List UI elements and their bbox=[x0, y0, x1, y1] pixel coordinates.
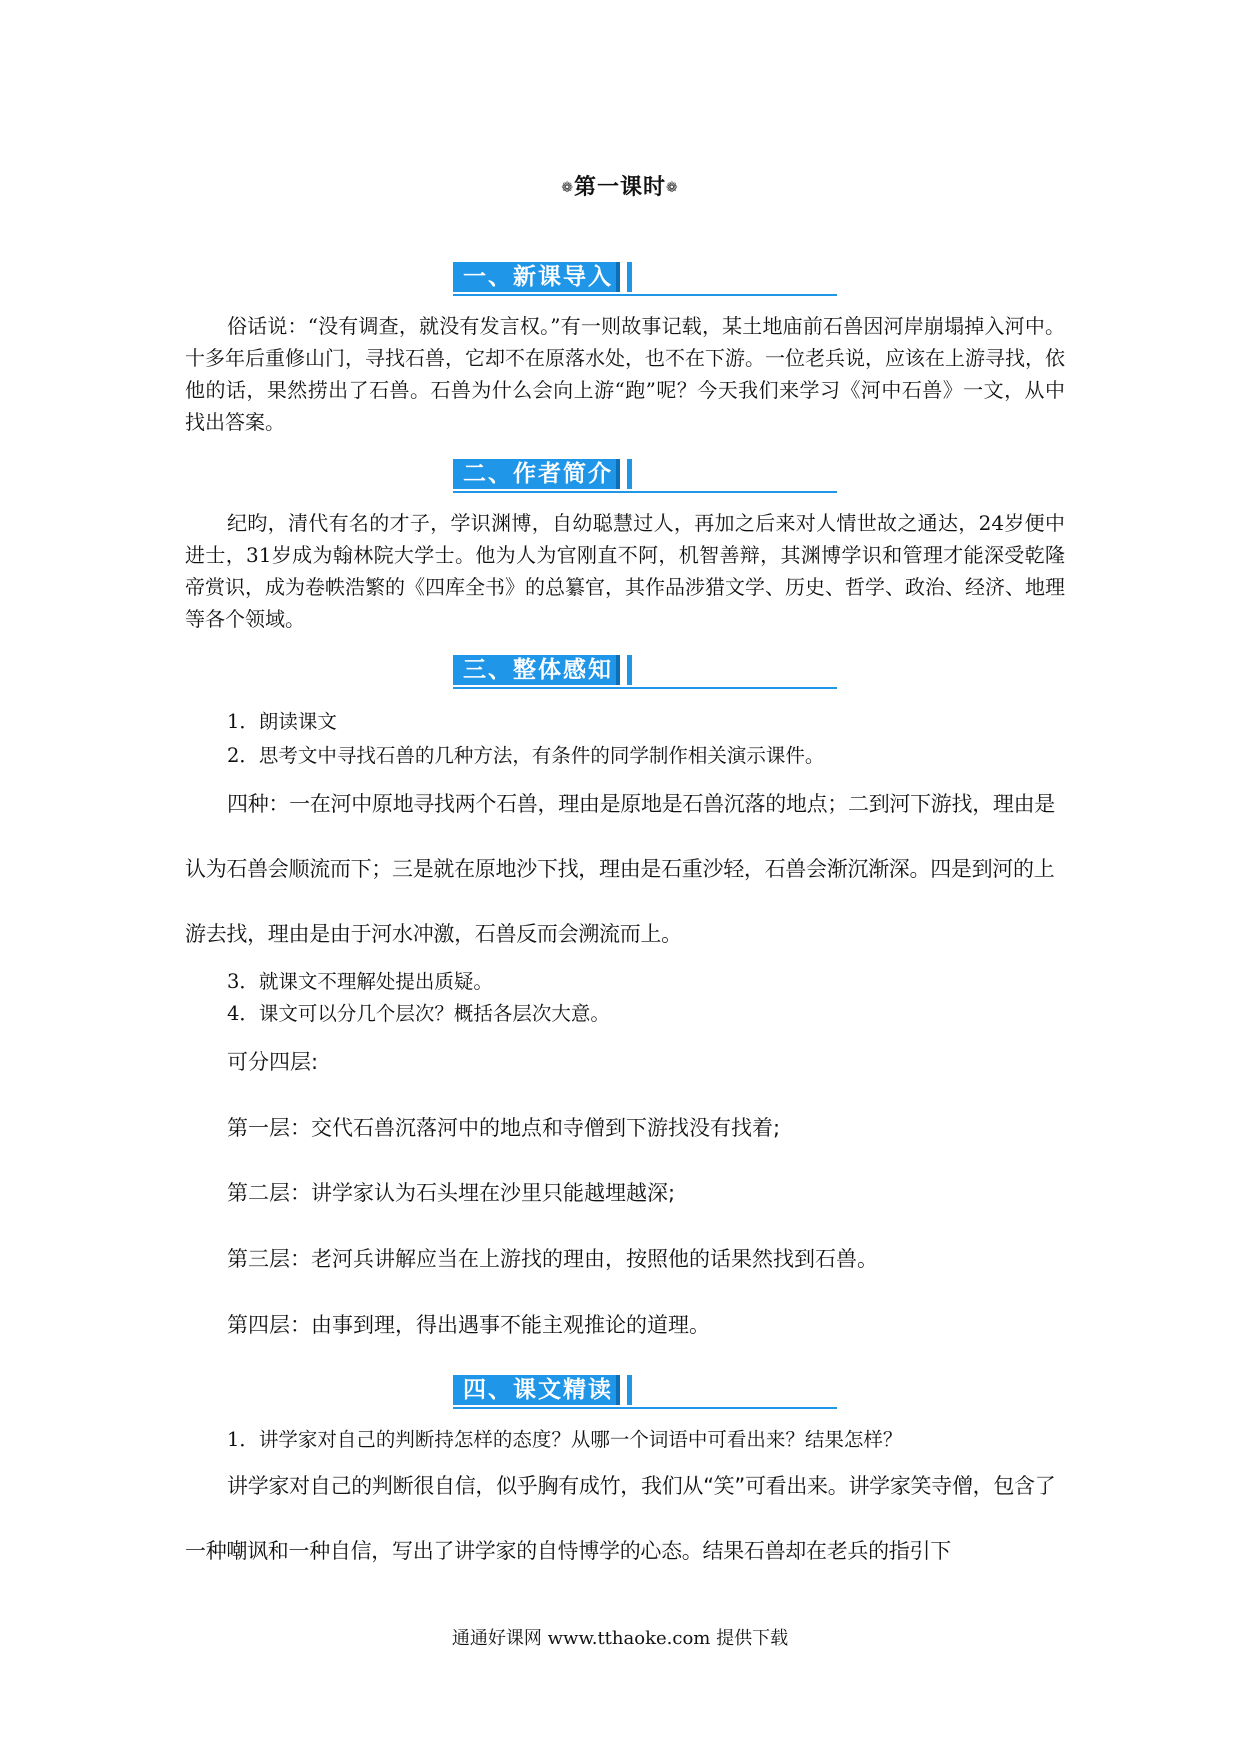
ornament-right-icon: ❁ bbox=[666, 180, 679, 196]
author-paragraph: 纪昀，清代有名的才子，学识渊博，自幼聪慧过人，再加之后来对人情世故之通达，24岁便中进士，31岁成为翰林院大学士。他为人为官刚直不阿，机智善辩，其渊博学识和管理才能深受乾隆帝赏识，成为卷帙浩繁的《四库全书》的总纂官，其作品涉猎文学、历史、哲学、政治、经济、地理等各个领域。 bbox=[185, 511, 1065, 631]
lesson-title: ❁第一课时❁ bbox=[561, 175, 679, 200]
answer-paragraph: 讲学家对自己的判断很自信，似乎胸有成竹，我们从“笑”可看出来。讲学家笑寺僧，包含了一种嘲讽和一种自信，写出了讲学家的自恃博学的心态。结果石兽却在老兵的指引下 bbox=[185, 1474, 1056, 1563]
section-heading-3 bbox=[453, 655, 837, 689]
section-heading-2 bbox=[453, 459, 837, 493]
layer-item: 第三层：老河兵讲解应当在上游找的理由，按照他的话果然找到石兽。 bbox=[227, 1247, 878, 1271]
section-heading-label: 二、作者简介 bbox=[453, 459, 620, 489]
intro-paragraph: 俗话说：“没有调查，就没有发言权。”有一则故事记载，某土地庙前石兽因河岸崩塌掉入河中。十多年后重修山门，寻找石兽，它却不在原落水处，也不在下游。一位老兵说，应该在上游寻找，依他的话，果然捞出了石兽。石兽为什么会向上游“跑”呢？今天我们来学习《河中石兽》一文，从中找出答案。 bbox=[185, 314, 1065, 434]
ornament-left-icon: ❁ bbox=[561, 180, 574, 196]
section-heading-label: 一、新课导入 bbox=[453, 262, 620, 292]
section-heading-label: 三、整体感知 bbox=[453, 655, 620, 685]
footer-credit: 通通好课网 www.tthaoke.com 提供下载 bbox=[451, 1628, 789, 1649]
layer-item: 第一层：交代石兽沉落河中的地点和寺僧到下游找没有找着; bbox=[227, 1116, 781, 1140]
section-heading-4 bbox=[453, 1375, 837, 1409]
list-item: 1．朗读课文 bbox=[227, 710, 337, 733]
list-item: 2．思考文中寻找石兽的几种方法，有条件的同学制作相关演示课件。 bbox=[227, 744, 825, 767]
list-item: 3．就课文不理解处提出质疑。 bbox=[227, 970, 493, 993]
list-item: 4．课文可以分几个层次？概括各层次大意。 bbox=[227, 1002, 610, 1025]
section-heading-1 bbox=[453, 262, 837, 296]
layers-intro: 可分四层: bbox=[227, 1050, 319, 1074]
section-heading-label: 四、课文精读 bbox=[453, 1375, 620, 1405]
list-item: 1．讲学家对自己的判断持怎样的态度？从哪一个词语中可看出来？结果怎样？ bbox=[227, 1428, 903, 1451]
layer-item: 第二层：讲学家认为石头埋在沙里只能越埋越深; bbox=[227, 1181, 676, 1205]
layer-item: 第四层：由事到理，得出遇事不能主观推论的道理。 bbox=[227, 1313, 710, 1337]
answer-paragraph: 四种：一在河中原地寻找两个石兽，理由是原地是石兽沉落的地点；二到河下游找，理由是认为石兽会顺流而下；三是就在原地沙下找，理由是石重沙轻，石兽会渐沉渐深。四是到河的上游去找，理由是由于河水冲激，石兽反而会溯流而上。 bbox=[185, 792, 1055, 946]
